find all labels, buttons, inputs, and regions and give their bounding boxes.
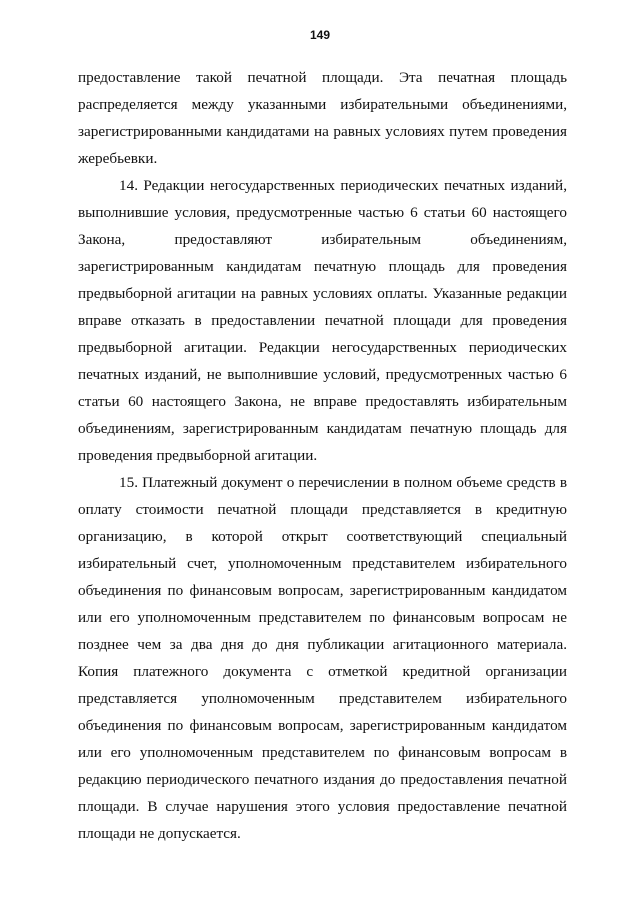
- text-line: 15. Платежный документ о перечислении в полном объеме средств в: [119, 474, 567, 491]
- text-line: организацию, в которой открыт соответствующий специальный: [78, 528, 567, 545]
- text-line: объединения по финансовым вопросам, зарегистрированным кандидатом: [78, 717, 567, 734]
- text-line: распределяется между указанными избирательными объединениями,: [78, 96, 567, 113]
- text-line: или его уполномоченным представителем по финансовым вопросам в: [78, 744, 567, 761]
- text-line: статьи 60 настоящего Закона, не вправе предоставлять избирательным: [78, 393, 567, 410]
- text-line: площади не допускается.: [78, 825, 241, 842]
- text-line: объединения по финансовым вопросам, зарегистрированным кандидатом: [78, 582, 567, 599]
- page-number: 149: [309, 28, 331, 42]
- text-line: Закона, предоставляют избирательным объединениям,: [78, 231, 567, 248]
- text-line: 14. Редакции негосударственных периодических печатных изданий,: [119, 177, 567, 194]
- text-line: или его уполномоченным представителем по финансовым вопросам не: [78, 609, 567, 626]
- text-line: печатных изданий, не выполнившие условий, предусмотренных частью 6: [78, 366, 567, 383]
- text-line: площади. В случае нарушения этого условия предоставление печатной: [78, 798, 567, 815]
- text-line: предвыборной агитации. Редакции негосударственных периодических: [78, 339, 567, 356]
- text-line: объединениям, зарегистрированным кандидатам печатную площадь для: [78, 420, 567, 437]
- text-line: вправе отказать в предоставлении печатной площади для проведения: [78, 312, 567, 329]
- text-line: избирательный счет, уполномоченным представителем избирательного: [78, 555, 567, 572]
- text-line: Копия платежного документа с отметкой кредитной организации: [78, 663, 567, 680]
- text-line: зарегистрированным кандидатам печатную площадь для проведения: [78, 258, 567, 275]
- text-line: жеребьевки.: [78, 150, 158, 167]
- text-line: редакцию периодического печатного издания до предоставления печатной: [78, 771, 567, 788]
- text-line: позднее чем за два дня до дня публикации агитационного материала.: [78, 636, 567, 653]
- text-line: представляется уполномоченным представителем избирательного: [78, 690, 567, 707]
- text-line: предоставление такой печатной площади. Эта печатная площадь: [78, 69, 567, 86]
- text-line: проведения предвыборной агитации.: [78, 447, 318, 464]
- text-line: выполнившие условия, предусмотренные частью 6 статьи 60 настоящего: [78, 204, 567, 221]
- text-line: оплату стоимости печатной площади представляется в кредитную: [78, 501, 567, 518]
- text-line: предвыборной агитации на равных условиях оплаты. Указанные редакции: [78, 285, 567, 302]
- text-line: зарегистрированными кандидатами на равных условиях путем проведения: [78, 123, 567, 140]
